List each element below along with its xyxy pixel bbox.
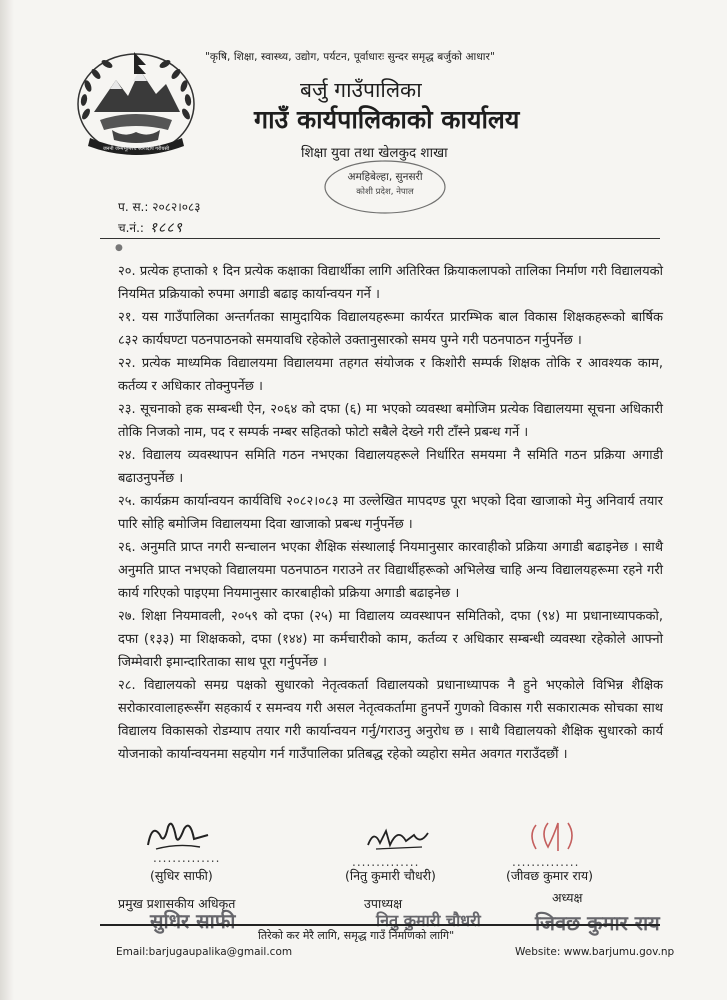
footer-website: Website: www.barjumu.gov.np <box>515 946 675 958</box>
office-title: गाउँ कार्यपालिकाको कार्यालय <box>254 105 520 134</box>
cn-label: च.नं.: <box>118 221 144 235</box>
cn-value: १८८९ <box>149 220 183 236</box>
sig-dots-3: .............. <box>512 855 580 869</box>
ps-label: प. स.: <box>118 200 149 214</box>
office-stamp <box>318 156 453 218</box>
patra-sankhya <box>118 198 200 215</box>
signature-2-icon <box>362 821 442 857</box>
signature-3-icon <box>518 815 598 859</box>
paragraph-22: २२. प्रत्येक माध्यमिक विद्यालयमा विद्यालयमा तहगत संयोजक र किशोरी सम्पर्क शिक्षक तोकि र आवश्यक काम, कर्तव्य र अधिकार तोक्नुपर्नेछ । <box>118 356 663 394</box>
paragraph-23: २३. सूचनाको हक सम्बन्धी ऐन, २०६४ को दफा (६) मा भएको व्यवस्था बमोजिम प्रत्येक विद्यालयमा सूचना अधिकारी तोकि निजको नाम, पद र सम्पर्क नम्बर सहितको फोटो सबैले देख्ने गरी टाँस्ने प्रबन्ध गर्ने । <box>118 402 663 440</box>
stamp-line-2: कोशी प्रदेश, नेपाल <box>356 187 414 197</box>
name-stamp-3: जिवछ कुमार राय <box>535 911 660 935</box>
letter-body <box>118 260 663 766</box>
sig-dots-2: .............. <box>352 855 420 869</box>
paragraph-26: २६. अनुमति प्राप्त नगरी सन्चालन भएका शैक्षिक संस्थालाई नियमानुसार कारवाहीको प्रक्रिया अगाडी बढाइनेछ । साथै अनुमति प्राप्त नभएको विद्यालयमा पठनपाठन गराउने तर विद्यार्थीहरूको अभिलेख चाहि अन्य विद्यालयहरूमा रहने गरी कार्य गरिएको पाइएमा नियमानुसार कारबाहीको प्रक्रिया अगाडी बढाइनेछ । <box>118 540 663 601</box>
nepal-emblem-icon <box>72 44 200 162</box>
paragraph-27: २७. शिक्षा नियमावली, २०५९ को दफा (२५) मा विद्यालय व्यवस्थापन समितिको, दफा (९४) मा प्रधानाध्यापकको, दफा (१३३) मा शिक्षकको, दफा (१४४) मा कर्मचारीको काम, कर्तव्य र अधिकार सम्बन्धी व्यवस्था रहेकोले आफ्नो जिम्मेवारी इमान्दारिताका साथ पूरा गर्नुपर्नेछ । <box>118 609 663 670</box>
name-stamp-1: सुधिर साफी <box>150 909 236 933</box>
header-divider <box>100 238 660 239</box>
signatory-2-name: (नितु कुमारी चौधरी) <box>345 868 436 883</box>
paragraph-28: २८. विद्यालयको समग्र पक्षको सुधारको नेतृत्वकर्ता विद्यालयको प्रधानाध्यापक नै हुने भएकोले विभिन्न शैक्षिक सरोकारवालाहरूसँग सहकार्य र समन्वय गरी असल नेतृत्वकर्तामा हुनपर्ने गुणको विकास गरी सकारात्मक सोचका साथ विद्यालय विकासको रोडम्याप तयार गरी कार्यान्वयन गर्नु/गराउनु अनुरोध छ । साथै विद्यालयको शैक्षिक सुधारको कार्य योजनाको कार्यान्वयनमा सहयोग गर्न गाउँपालिका प्रतिबद्ध रहेको व्यहोरा समेत अवगत गराउँदछौं । <box>118 678 663 762</box>
sig-dots-1: .............. <box>153 851 221 865</box>
paragraph-21: २१. यस गाउँपालिका अन्तर्गतका सामुदायिक विद्यालयहरूमा कार्यरत प्रारम्भिक बाल विकास शिक्षकहरूको बार्षिक ८३२ कार्यघण्टा पठनपाठनको समयावधि रहेकोले उक्तानुसारको समय पुग्ने गरी पठनपाठन गर्नुपर्नेछ । <box>118 310 663 348</box>
signatory-3-name: (जीवछ कुमार राय) <box>506 868 593 883</box>
stamp-line-1: अमहिबेल्हा, सुनसरी <box>347 171 423 183</box>
svg-text:जननी जन्मभूमिश्च स्वर्गादपि गर: जननी जन्मभूमिश्च स्वर्गादपि गरीयसी <box>102 146 170 152</box>
name-stamp-2: नितु कुमारी चौधरी <box>376 911 481 930</box>
branch-name: शिक्षा युवा तथा खेलकुद शाखा <box>301 145 448 161</box>
margin-mark-icon: ● <box>115 243 123 253</box>
paragraph-24: २४. विद्यालय व्यवस्थापन समिति गठन नभएका विद्यालयहरूले निर्धारित समयमा नै समिति गठन प्रक्रिया अगाडी बढाउनुपर्नेछ । <box>118 448 663 486</box>
paragraph-25: २५. कार्यक्रम कार्यान्वयन कार्यविधि २०८२।०८३ मा उल्लेखित मापदण्ड पूरा भएको दिवा खाजाको मेनु अनिवार्य तयार पारि सोहि बमोजिम विद्यालयमा दिवा खाजाको प्रबन्ध गर्नुपर्नेछ । <box>118 494 663 532</box>
chalani-number <box>118 218 183 237</box>
municipal-slogan: "कृषि, शिक्षा, स्वास्थ्य, उद्योग, पर्यटन, पूर्वाधारः सुन्दर समृद्ध बर्जुको आधार" <box>205 51 495 63</box>
footer-divider <box>100 924 660 926</box>
signatory-2-role: उपाध्यक्ष <box>364 896 403 911</box>
municipality-name: बर्जु गाउँपालिका <box>300 78 422 102</box>
ps-value: २०८२।०८३ <box>152 200 201 214</box>
signatory-3-role: अध्यक्ष <box>552 890 583 905</box>
signatory-1-name: (सुधिर साफी) <box>150 868 213 883</box>
paragraph-20: २०. प्रत्येक हप्ताको १ दिन प्रत्येक कक्षाका विद्यार्थीका लागि अतिरिक्त क्रियाकलापको तालिका निर्माण गरी विद्यालयको नियमित प्रक्रियाको रुपमा अगाडी बढाइ कार्यान्वयन गर्ने । <box>118 264 663 302</box>
footer-email: Email:barjugaupalika@gmail.com <box>116 946 293 958</box>
signatory-1-role: प्रमुख प्रशासकीय अधिकृत <box>118 896 236 911</box>
footer-motto: तिरेको कर मेरै लागि, समृद्ध गाउँ निर्माणको लागि" <box>258 929 455 942</box>
